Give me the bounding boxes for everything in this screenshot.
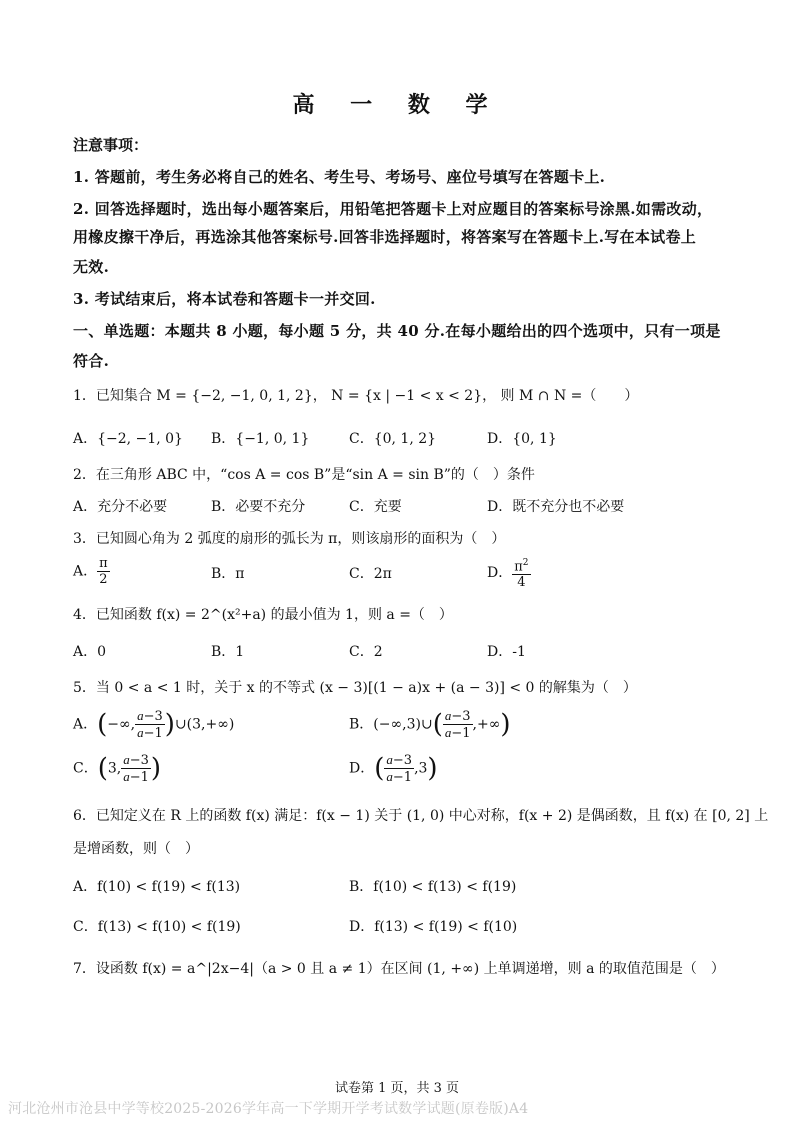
q6-option-d: D．f(13) < f(19) < f(10) [349,919,518,935]
q6-option-a: A．f(10) < f(19) < f(13) [73,879,241,895]
q1-option-a: A．{−2, −1, 0} [73,431,183,447]
q5-option-d: D．( $\frac{a-3}{a-1}$ ,3) [349,752,438,785]
q3-option-a [73,556,110,587]
watermark: 河北沧州市沧县中学等校2025-2026学年高一下学期开学考试数学试题(原卷版)A4 [8,1101,529,1117]
q5-option-a: A．(−∞, $\frac{a-3}{a-1}$ )∪(3,+∞) [73,708,235,741]
fraction-pi-over-2: $\frac{\pi}{2}$ [99,556,108,587]
question-2-stem: 2．在三角形 ABC 中，“cos A = cos B”是“sin A = sin B”的（ ）条件 [73,467,535,483]
q4-option-a: A．0 [73,644,107,660]
q4-option-b: B．1 [211,644,245,660]
q6-option-b: B．f(10) < f(13) < f(19) [349,879,517,895]
q6-option-c: C．f(13) < f(10) < f(19) [73,919,241,935]
page-footer: 试卷第 1 页，共 3 页 [334,1081,460,1096]
section-heading: 一、单选题：本题共 8 小题，每小题 5 分，共 40 分.在每小题给出的四个选项中，只有一项是 [73,322,721,340]
question-3-stem: 3．已知圆心角为 2 弧度的扇形的弧长为 π，则该扇形的面积为（ ） [73,531,506,547]
notice-item-1: 1. 答题前，考生务必将自己的姓名、考生号、考场号、座位号填写在答题卡上. [73,168,606,186]
q1-option-c: C．{0, 1, 2} [349,431,437,447]
question-6-stem-cont: 是增函数，则（ ） [73,841,199,857]
q5-option-b: B．(−∞,3)∪( $\frac{a-3}{a-1}$ ,+∞) [349,708,511,741]
question-6-stem: 6．已知定义在 R 上的函数 f(x) 满足：f(x − 1) 关于 (1, 0) 中心对称，f(x + 2) 是偶函数，且 f(x) 在 [0, 2] 上 [73,808,769,824]
question-1-stem: 1．已知集合 M = {−2, −1, 0, 1, 2}， N = {x | −1 < x < 2}， 则 M ∩ N =（ ） [73,388,639,404]
page-title: 高 一 数 学 [292,92,502,118]
q4-option-d: D．-1 [487,644,526,660]
q3-option-d-label: D． [487,565,513,582]
q5-option-c: C．(3, $\frac{a-3}{a-1}$ ) [73,752,162,785]
q4-option-c: C．2 [349,644,383,660]
q2-option-c: C．充要 [349,499,402,515]
fraction-pi-squared-over-4: $\frac{\pi^2}{4}$ [514,558,529,591]
q1-option-d: D．{0, 1} [487,431,557,447]
notice-item-3: 3. 考试结束后，将本试卷和答题卡一并交回. [73,290,376,308]
section-heading-cont: 符合. [73,352,110,370]
q2-option-d: D．既不充分也不必要 [487,499,625,515]
q2-option-b: B．必要不充分 [211,499,306,515]
notice-item-2-end: 无效. [73,258,110,276]
q1-option-b: B．{−1, 0, 1} [211,431,310,447]
q3-option-d [487,556,531,590]
notice-item-2: 2. 回答选择题时，选出每小题答案后，用铅笔把答题卡上对应题目的答案标号涂黑.如需改动， [73,200,713,218]
q3-option-c: C．2π [349,566,392,582]
notice-item-2-cont: 用橡皮擦干净后，再选涂其他答案标号.回答非选择题时，将答案写在答题卡上.写在本试卷上 [73,228,697,246]
q3-option-a-label: A． [73,563,98,580]
notice-heading: 注意事项： [73,136,149,154]
q2-option-a: A．充分不必要 [73,499,168,515]
question-4-stem: 4．已知函数 f(x) = 2^(x²+a) 的最小值为 1，则 a =（ ） [73,607,453,623]
question-5-stem: 5．当 0 < a < 1 时，关于 x 的不等式 (x − 3)[(1 − a)x + (a − 3)] < 0 的解集为（ ） [73,680,637,696]
question-7-stem: 7．设函数 f(x) = a^|2x−4|（a > 0 且 a ≠ 1）在区间 (1, +∞) 上单调递增，则 a 的取值范围是（ ） [73,961,725,977]
q3-option-b: B．π [211,566,245,582]
